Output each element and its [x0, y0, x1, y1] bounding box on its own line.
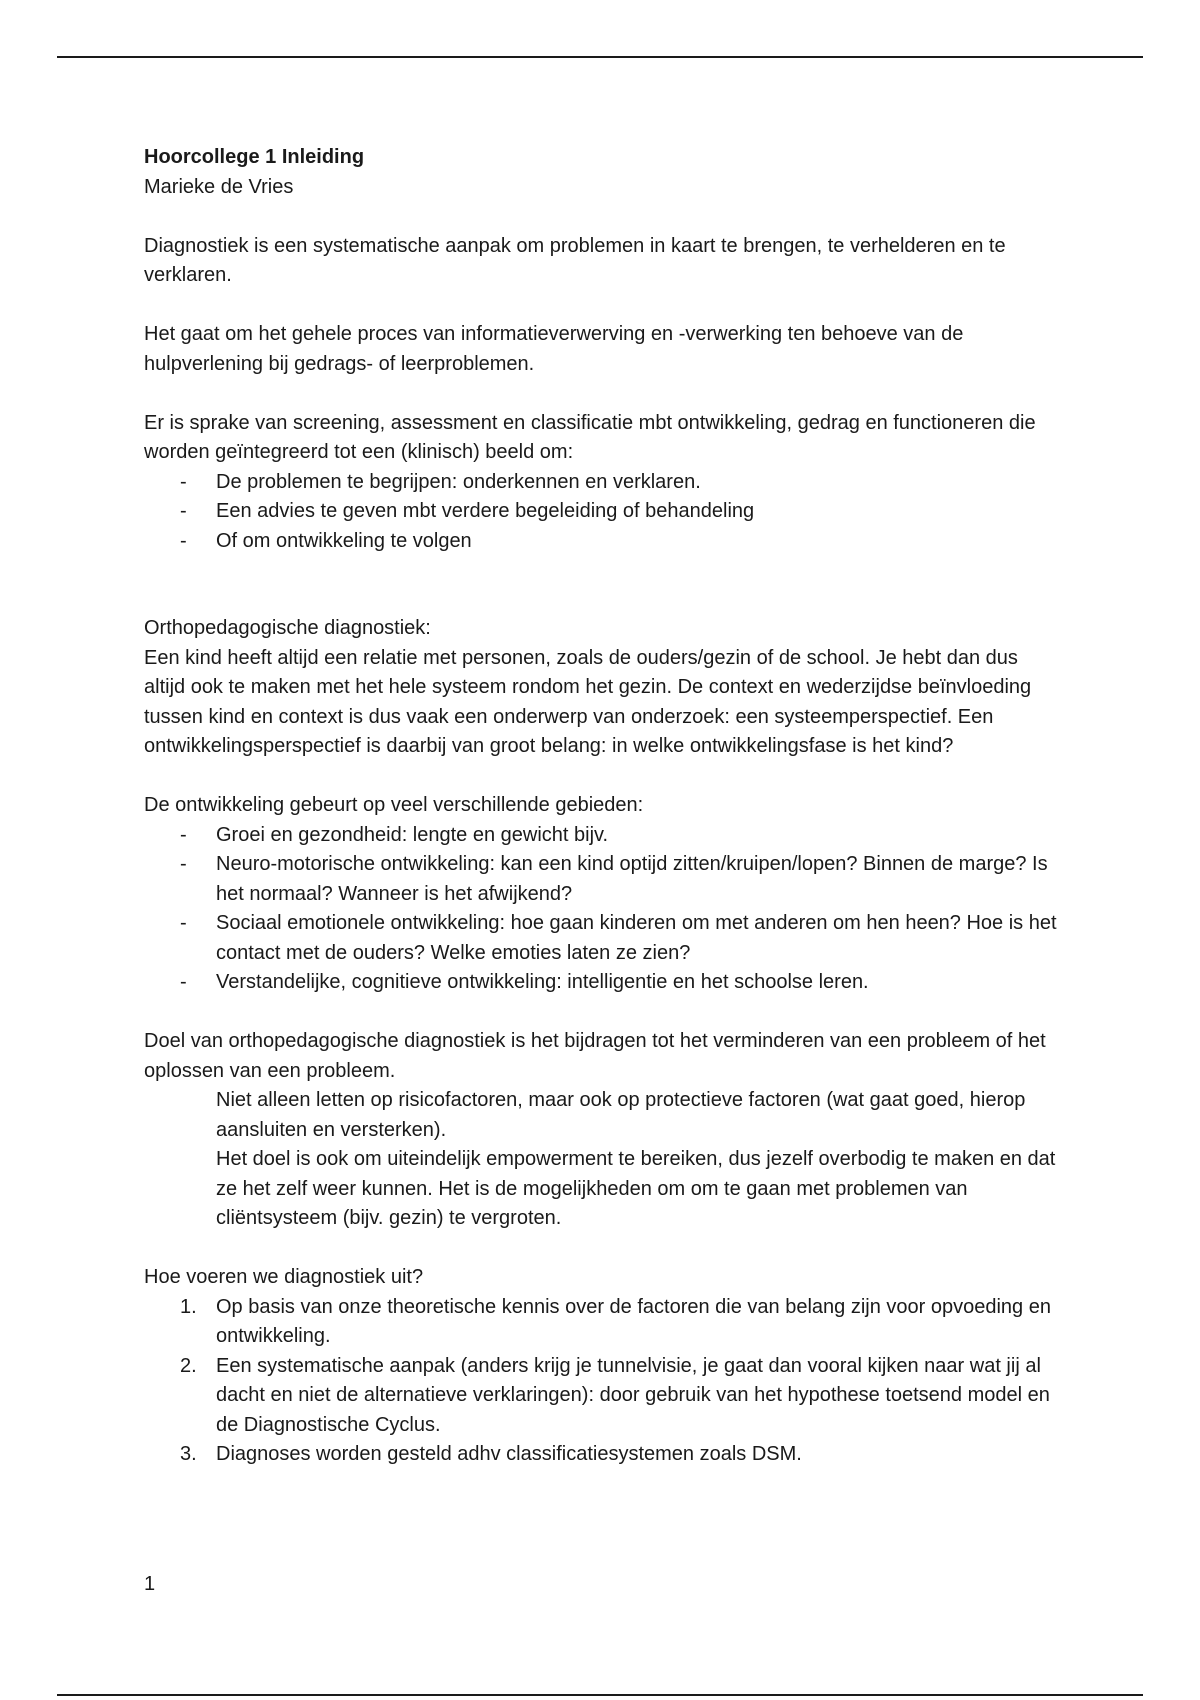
list-item-text: Op basis van onze theoretische kennis over de factoren die van belang zijn voor opvoeding en ontwikkeling.	[216, 1295, 1051, 1347]
paragraph-goal-indent-1: Niet alleen letten op risicofactoren, maar ook op protectieve factoren (wat gaat goed, hierop aansluiten en versterken).	[216, 1089, 1026, 1141]
dash-marker: -	[180, 500, 187, 522]
areas-intro: De ontwikkeling gebeurt op veel verschillende gebieden:	[144, 794, 644, 816]
list-item-text: Een advies te geven mbt verdere begeleiding of behandeling	[216, 500, 755, 522]
list-item	[144, 468, 1064, 498]
header-rule	[57, 56, 1143, 58]
paragraph-ortho: Een kind heeft altijd een relatie met personen, zoals de ouders/gezin of de school. Je hebt dan dus altijd ook te maken met het hele systeem rondom het gezin. De context en wederzijdse beïnvloeding tussen kind en context is dus vaak een onderwerp van onderzoek: een systeemperspectief. Een ontwikkelingsperspectief is daarbij van groot belang: in welke ontwikkelingsfase is het kind?	[144, 646, 1032, 757]
spacer	[144, 291, 1064, 321]
paragraph-definition: Diagnostiek is een systematische aanpak om problemen in kaart te brengen, te verhelderen en te verklaren.	[144, 234, 1006, 286]
paragraph-goal-indent-2: Het doel is ook om uiteindelijk empowerment te bereiken, dus jezelf overbodig te maken en dat ze het zelf weer kunnen. Het is de mogelijkheden om om te gaan met problemen van cliëntsysteem (bijv. gezin) te vergroten.	[216, 1148, 1056, 1229]
list-item	[144, 1293, 1064, 1352]
list-item-text: Sociaal emotionele ontwikkeling: hoe gaan kinderen om met anderen om hen heen? Hoe is het contact met de ouders? Welke emoties laten ze zien?	[216, 912, 1057, 964]
goals-list	[144, 468, 1064, 557]
areas-list	[144, 821, 1064, 998]
spacer	[144, 202, 1064, 232]
paragraph-process: Het gaat om het gehele proces van informatieverwerving en -verwerking ten behoeve van de hulpverlening bij gedrags- of leerproblemen.	[144, 323, 964, 375]
dash-marker: -	[180, 823, 187, 846]
spacer	[144, 556, 1064, 614]
list-item-text: Neuro-motorische ontwikkeling: kan een kind optijd zitten/kruipen/lopen? Binnen de marge? Is het normaal? Wanneer is het afwijkend?	[216, 853, 1048, 905]
list-item	[144, 909, 1064, 968]
list-item-text: Diagnoses worden gesteld adhv classificatiesystemen zoals DSM.	[216, 1443, 802, 1465]
list-item	[144, 850, 1064, 909]
document-author: Marieke de Vries	[144, 175, 294, 198]
list-item-text: Verstandelijke, cognitieve ontwikkeling: intelligentie en het schoolse leren.	[216, 971, 869, 993]
spacer	[144, 998, 1064, 1028]
list-number: 1.	[180, 1295, 197, 1318]
paragraph-goal: Doel van orthopedagogische diagnostiek is het bijdragen tot het verminderen van een probleem of het oplossen van een probleem.	[144, 1030, 1046, 1082]
spacer	[144, 762, 1064, 792]
spacer	[144, 379, 1064, 409]
dash-marker: -	[180, 470, 187, 493]
list-item-text: Groei en gezondheid: lengte en gewicht bijv.	[216, 823, 609, 846]
list-item	[144, 1440, 1064, 1470]
list-item-text: Of om ontwikkeling te volgen	[216, 529, 472, 552]
list-item	[144, 497, 1064, 527]
footer-rule	[57, 1694, 1143, 1696]
list-number: 3.	[180, 1443, 197, 1465]
spacer	[144, 1234, 1064, 1264]
list-item	[144, 527, 1064, 557]
list-item	[144, 968, 1064, 998]
how-list	[144, 1293, 1064, 1470]
list-item-text: De problemen te begrijpen: onderkennen en verklaren.	[216, 470, 701, 493]
dash-marker: -	[180, 971, 187, 993]
page-number: 1	[144, 1573, 156, 1595]
dash-marker: -	[180, 912, 187, 934]
how-heading: Hoe voeren we diagnostiek uit?	[144, 1266, 424, 1288]
list-item	[144, 821, 1064, 851]
list-number: 2.	[180, 1354, 197, 1377]
dash-marker: -	[180, 529, 187, 552]
document-title: Hoorcollege 1 Inleiding	[144, 146, 365, 168]
list-item	[144, 1352, 1064, 1441]
list-item-text: Een systematische aanpak (anders krijg je tunnelvisie, je gaat dan vooral kijken naar wat jij al dacht en niet de alternatieve verklaringen): door gebruik van het hypothese toetsend model en de Diagnostische Cyclus.	[216, 1354, 1050, 1436]
document-body	[144, 143, 1064, 1470]
paragraph-screening: Er is sprake van screening, assessment en classificatie mbt ontwikkeling, gedrag en functioneren die worden geïntegreerd tot een (klinisch) beeld om:	[144, 411, 1036, 463]
dash-marker: -	[180, 853, 187, 875]
ortho-heading: Orthopedagogische diagnostiek:	[144, 617, 431, 639]
